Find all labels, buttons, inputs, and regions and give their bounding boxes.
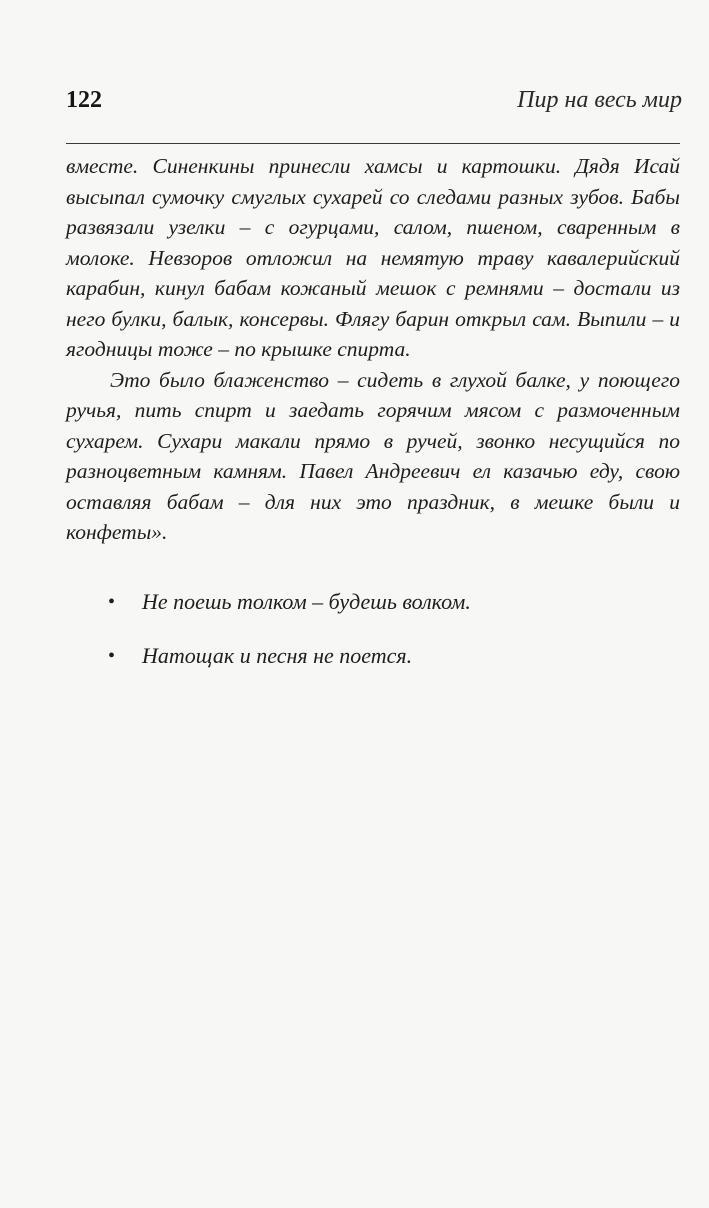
proverb-list [108, 586, 668, 694]
proverb-item [108, 586, 668, 618]
proverb-text: Не поешь толком – будешь волком. [142, 589, 471, 614]
proverb-item [108, 640, 668, 672]
bullet-icon: • [108, 645, 116, 667]
header-divider [66, 143, 680, 144]
bullet-icon: • [108, 591, 116, 613]
page-header [66, 84, 682, 120]
running-title: Пир на весь мир [517, 87, 682, 113]
body-text [66, 151, 680, 548]
proverb-text: Натощак и песня не поется. [142, 643, 413, 668]
paragraph: Это было блаженство – сидеть в глухой балке, у поющего ручья, пить спирт и заедать горячим мясом с размоченным сухарем. Сухари макали прямо в ручей, звонко несущийся по разноцветным камням. Павел Андреевич ел казачью еду, свою оставляя бабам – для них это праздник, в мешке были и конфеты». [66, 367, 680, 544]
paragraph: вместе. Синенкины принесли хамсы и картошки. Дядя Исай высыпал сумочку смуглых сухарей со следами разных зубов. Бабы развязали узелки – с огурцами, салом, пшеном, сваренным в молоке. Невзоров отложил на немятую траву кавалерийский карабин, кинул бабам кожаный мешок с ремнями – достали из него булки, балык, консервы. Флягу барин открыл сам. Выпили – и ягодницы тоже – по крышке спирта. [66, 154, 680, 361]
page-number: 122 [66, 87, 102, 113]
